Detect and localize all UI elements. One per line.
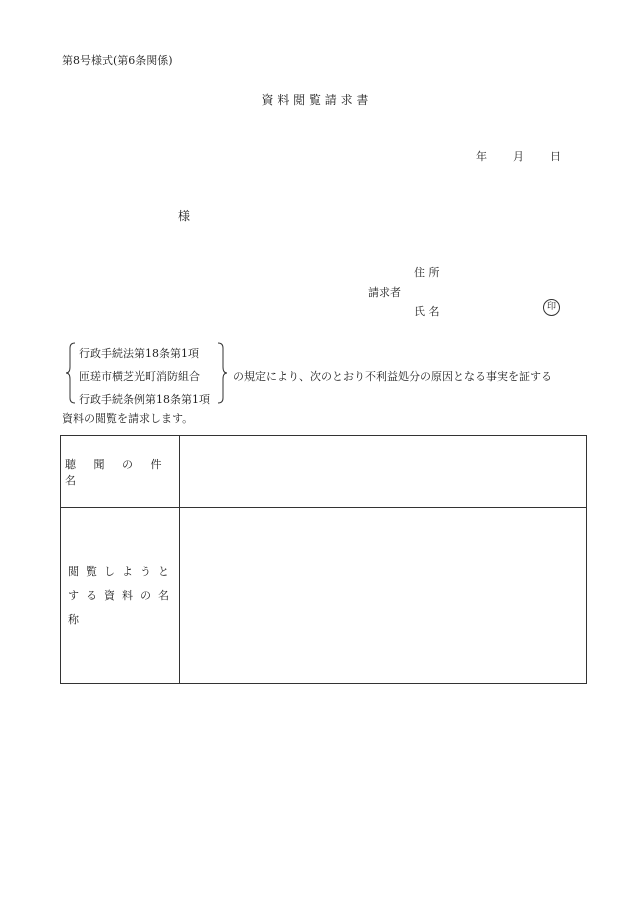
- material-name-label: [61, 507, 179, 684]
- date-day-label: 日: [550, 150, 561, 163]
- clause-continuation: 資料の閲覧を請求します。: [62, 412, 194, 425]
- material-name-label-line1: 閲覧しようと: [68, 564, 176, 578]
- law-option-3: 行政手続条例第18条第1項: [79, 393, 210, 406]
- hearing-subject-field[interactable]: [180, 436, 586, 507]
- requester-label: 請求者: [368, 286, 401, 299]
- document-title: 資 料 閲 覧 請 求 書: [261, 93, 369, 107]
- date-line: [476, 148, 561, 164]
- law-option-1: 行政手続法第18条第1項: [79, 347, 199, 360]
- form-number: 第8号様式(第6条関係): [62, 54, 173, 67]
- clause-text: の規定により、次のとおり不利益処分の原因となる事実を証する: [233, 370, 552, 383]
- right-brace: [216, 342, 228, 404]
- hearing-subject-label: 聴 聞 の 件 名: [65, 457, 169, 487]
- name-label: 氏 名: [414, 305, 440, 318]
- material-name-field[interactable]: [180, 508, 586, 683]
- address-label: 住 所: [414, 266, 440, 279]
- request-table: [60, 435, 587, 684]
- addressee-suffix: 様: [178, 209, 191, 223]
- left-brace: [65, 342, 77, 404]
- material-name-label-line2: する資料の名称: [68, 588, 176, 626]
- law-option-2: 匝瑳市横芝光町消防組合: [79, 370, 200, 383]
- date-month-label: 月: [513, 150, 524, 163]
- seal-mark: 印: [543, 299, 560, 316]
- date-year-label: 年: [476, 150, 487, 163]
